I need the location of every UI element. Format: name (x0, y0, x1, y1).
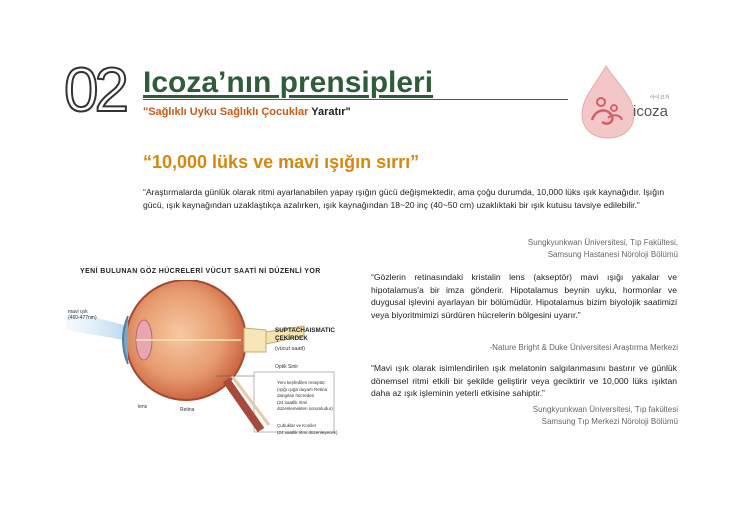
optic-nerve-label: Optik Sinir (275, 364, 299, 370)
optic-nerve (244, 328, 266, 352)
nucleus-sub-label: (vücut saati) (275, 346, 305, 352)
page-title: Icoza’nın prensipleri (143, 66, 434, 99)
logo-wordmark: icoza (633, 103, 669, 120)
source-1-line-2: Samsung Hastanesi Nöroloji Bölümü (547, 250, 678, 259)
eye-diagram (66, 280, 366, 440)
section-headline: “10,000 lüks ve mavi ışığın sırrı” (143, 152, 420, 172)
intro-paragraph: “Araştırmalarda günlük olarak ritmi ayarlanabilen yapay ışığın gücü değişmektedir, ama çoğu durumda, 10,000 lüks ışık kaynağıdır. Işığın gücü, ışık kaynağından uzaklaştıkça azalırken, ışık kaynağından 18~20 inç (40~50 cm) uzaklıktaki bir ışık kutusu tavsiye edilebilir.” (143, 187, 665, 210)
source-2: -Nature Bright & Duke Üniversitesi Araştırma Merkezi (489, 343, 678, 352)
source-3-line-2: Samsung Tıp Merkezi Nöroloji Bölümü (541, 417, 678, 426)
receptor-label (277, 380, 333, 413)
cells-line-2: (24 saatlik ritmi düzenleyecek) (277, 429, 338, 435)
receptor-line-5: düzenlemekten sorumludur) (277, 406, 333, 411)
cells-line-1: Çubuklar ve Koniler (277, 423, 317, 428)
receptor-line-3: dangılan hücreden (277, 393, 315, 398)
figure-title: YENİ BULUNAN GÖZ HÜCRELERİ VÜCUT SAATİ Nİ DÜZENLİ YOR (80, 268, 321, 275)
blue-light-nm: (460-477nm) (68, 315, 97, 321)
quote-2: “Mavi ışık olarak isimlendirilen ışık melatonin salgılanmasını bastırır ve günlük dönemsel ritmi etkili bir şekilde geliştirir veya geciktirir ve 10,000 lüks ışıktan daha az ışık işleminin yeterli etkisine sahiptir.” (371, 363, 677, 399)
source-1 (420, 237, 678, 261)
cornea (123, 316, 128, 364)
retina-label: Retina (180, 407, 195, 413)
nucleus-label: SUPTACHAISMATIC ÇEKİRDEK (275, 327, 335, 342)
icoza-logo (578, 64, 678, 140)
source-3 (420, 404, 678, 428)
receptor-line-4: (24 saatlik ritmi (277, 399, 308, 405)
blue-light-text: mavi ışık (68, 309, 88, 315)
receptor-line-1: Yeni keşfedilen reseptör: (277, 380, 327, 385)
logo-korean-text: 아이코자 (650, 95, 670, 101)
section-number: 02 (64, 56, 125, 125)
blue-light-label (68, 309, 97, 321)
source-1-line-1: Sungkyunkwan Üniversitesi, Tıp Fakültesi, (527, 238, 678, 247)
title-divider (143, 99, 568, 100)
subtitle-accent: "Sağlıklı Uyku Sağlıklı Çocuklar (143, 106, 312, 118)
cells-label (277, 423, 338, 437)
quote-1: “Gözlerin retinasındaki kristalin lens (akseptör) mavi ışığı yakalar ve hipotalamus'a bir imza gönderir. Hipotalamus beynin uyku, hormonlar ve duygusal işlevini ayarlayan bir bölümüdür. Hipotalamus bizim biyolojik saatimizi veya biyoritmimizi sürdüren hücrelerin bölgesini uyarır.” (371, 272, 677, 320)
page-subtitle (143, 106, 351, 118)
receptor-line-2: (ışığı ışığa duyarlı Retina (277, 386, 328, 392)
source-3-line-1: Sungkyunkwan Üniversitesi, Tıp fakültesi (532, 405, 678, 414)
lens-label: lens (138, 404, 148, 410)
subtitle-end: Yaratır" (311, 106, 351, 118)
